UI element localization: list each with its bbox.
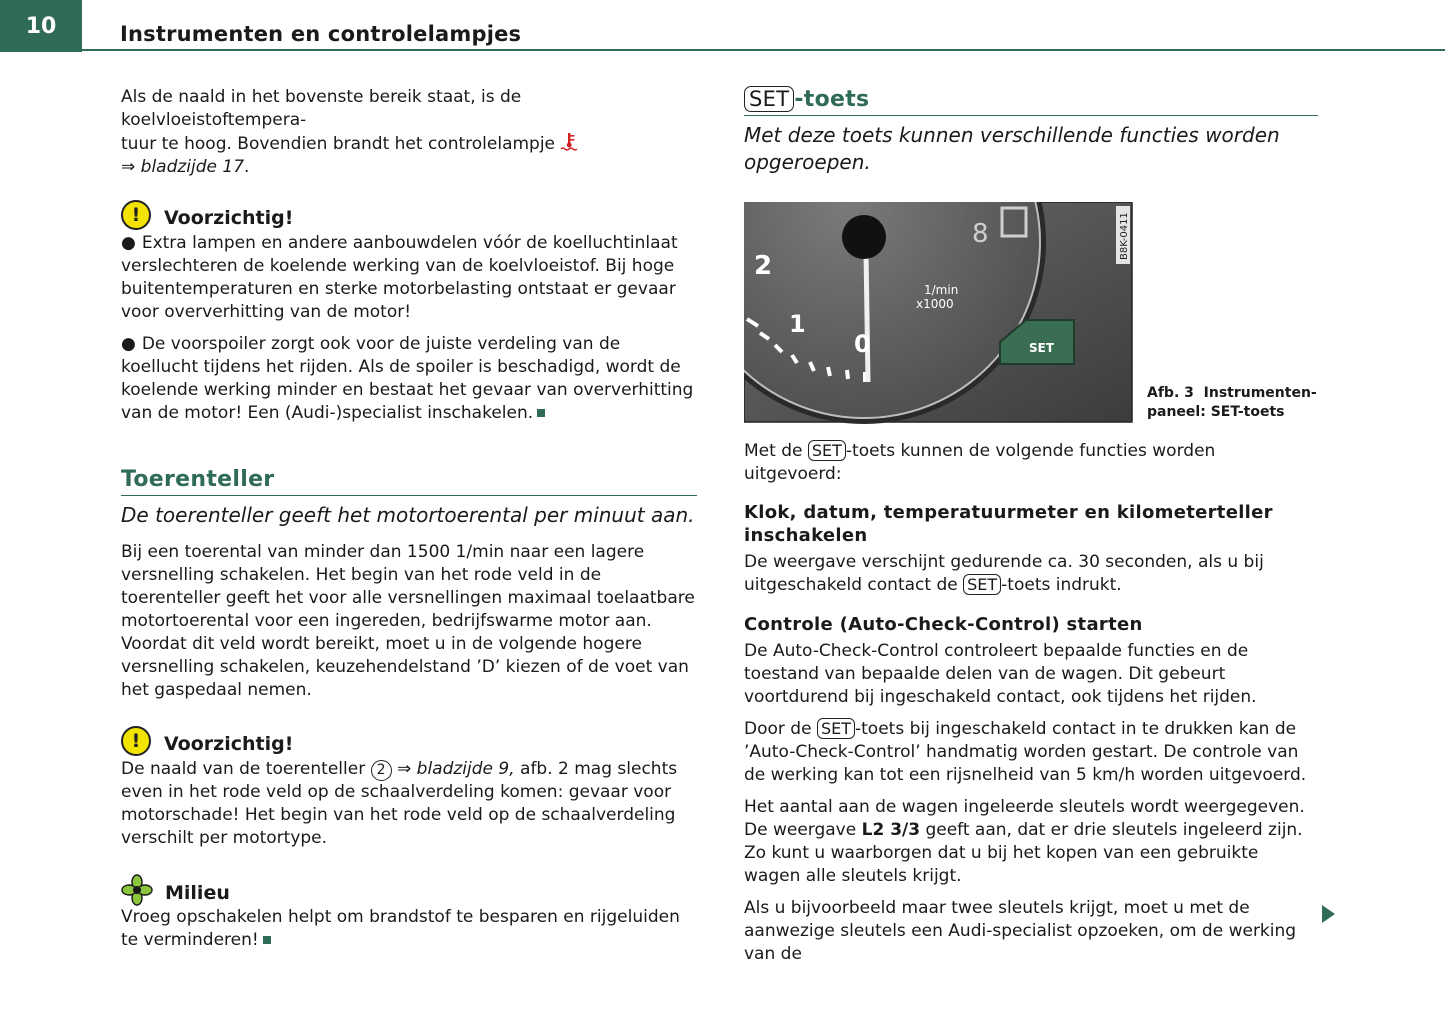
set-key-label: SET	[744, 86, 794, 112]
dial-number-8: 8	[972, 219, 989, 249]
milieu-heading	[121, 880, 697, 906]
set-intro: Met de SET -toets kunnen de volgende functies worden uitgevoerd:	[744, 441, 1216, 484]
dial-unit-rpm: 1/min	[924, 283, 959, 297]
page-number: 10	[0, 0, 82, 52]
chapter-title: Instrumenten en controlelampjes	[120, 22, 522, 46]
page-reference[interactable]: ⇒ bladzijde 17	[121, 157, 245, 177]
klok-text: De weergave verschijnt gedurende ca. 30 seconden, als u bij uitgeschakeld contact de SET -toets indrukt.	[744, 552, 1264, 595]
controle-p4: Als u bijvoorbeeld maar twee sleutels krijgt, moet u met de aanwezige sleutels een Audi-specialist opzoeken, om de werking van de	[744, 898, 1297, 964]
bullet-dot-icon: ●	[121, 334, 136, 354]
milieu-title: Milieu	[165, 882, 230, 904]
warning-exclamation-icon: !	[121, 200, 151, 230]
end-marker-icon	[537, 409, 545, 417]
coolant-intro: Als de naald in het bovenste bereik staat, is de koelvloeistoftempera- tuur te hoog. Bovendien brandt het controlelampje ⇒ bladzijde 17.	[121, 86, 697, 179]
set-key-label: SET	[808, 440, 846, 461]
header-rule	[82, 49, 1445, 51]
left-column	[121, 86, 697, 952]
section-lead: De toerenteller geeft het motortoerental per minuut aan.	[121, 503, 695, 527]
caution-heading-1	[121, 206, 697, 230]
set-key-label: SET	[963, 574, 1001, 595]
caution-title: Voorzichtig!	[164, 207, 294, 229]
set-key-label: SET	[817, 718, 855, 739]
end-marker-icon	[263, 936, 271, 944]
section-title-set-toets: SET -toets	[744, 86, 1318, 116]
subheading-klok: Klok, datum, temperatuurmeter en kilometerteller inschakelen	[744, 502, 1273, 546]
controle-p2: Door de SET -toets bij ingeschakeld contact in te drukken kan de ’Auto-Check-Control’ handmatig worden gestart. De controle van de werking kan tot een rijsnelheid van 5 km/h worden uitgevoerd.	[744, 719, 1307, 785]
subheading-controle: Controle (Auto-Check-Control) starten	[744, 614, 1143, 635]
right-column	[744, 86, 1318, 966]
section-title-toerenteller: Toerenteller	[121, 467, 697, 496]
warning-exclamation-icon: !	[121, 726, 151, 756]
dial-number-2: 2	[754, 251, 773, 281]
caution-2-text: De naald van de toerenteller 2 ⇒ bladzijde 9, afb. 2 mag slechts even in het rode veld op de schaalverdeling komen: gevaar voor motorschade! Het begin van het rode veld op de schaalverdeling verschilt per motortype.	[121, 759, 678, 848]
environment-flower-icon	[121, 874, 153, 906]
caution-title: Voorzichtig!	[164, 733, 294, 755]
callout-number: 2	[371, 760, 392, 781]
dial-number-0: 0	[854, 330, 871, 358]
controle-p1: De Auto-Check-Control controleert bepaalde functies en de toestand van bepaalde delen van de wagen. Dit gebeurt voortdurend bij ingeschakeld contact, ook tijdens het rijden.	[744, 641, 1257, 707]
figure-instrument-panel	[744, 202, 1318, 424]
caution-bullet-1: ● Extra lampen en andere aanbouwdelen vóór de koelluchtinlaat verslechteren de koelende werking van de koelvloeistof. Bij hoge buitentemperaturen en sterke motorbelasting ontstaat er gevaar voor oververhitting van de motor!	[121, 233, 678, 322]
caution-heading-2	[121, 732, 697, 756]
milieu-text: Vroeg opschakelen helpt om brandstof te besparen en rijgeluiden te verminderen!	[121, 907, 680, 950]
page-reference[interactable]: ⇒ bladzijde 9,	[397, 759, 515, 779]
section-body: Bij een toerental van minder dan 1500 1/min naar een lagere versnelling schakelen. Het begin van het rode veld in de toerenteller geeft het voor alle versnellingen maximaal toelaatbare motortoerental voor een ingereden, bedrijfswarme motor aan. Voordat dit veld wordt bereikt, moet u in de volgende hogere versnelling schakelen, keuzehendelstand ’D’ kiezen of de voet van het gaspedaal nemen.	[121, 542, 695, 700]
figure-caption: Afb. 3 Instrumenten-paneel: SET-toets	[1147, 385, 1317, 420]
set-section-lead: Met deze toets kunnen verschillende functies worden opgeroepen.	[744, 123, 1280, 174]
caution-bullet-2: ● De voorspoiler zorgt ook voor de juiste verdeling van de koellucht tijdens het rijden. Als de spoiler is beschadigd, wordt de koelende werking minder en bestaat het gevaar van oververhitting van de motor! Een (Audi-)specialist inschakelen.	[121, 334, 694, 423]
set-button-label: SET	[1029, 341, 1055, 355]
controle-p3: Het aantal aan de wagen ingeleerde sleutels wordt weergegeven. De weergave L2 3/3 geeft aan, dat er drie sleutels ingeleerd zijn. Zo kunt u waarborgen dat u bij het kopen van een gebruikte wagen alle sleutels krijgt.	[744, 797, 1305, 886]
bullet-dot-icon: ●	[121, 233, 136, 253]
dial-number-1: 1	[789, 310, 806, 338]
dial-unit-x1000: x1000	[916, 297, 954, 311]
next-page-arrow-icon[interactable]	[1322, 905, 1335, 923]
instrument-panel-image	[744, 202, 1134, 424]
coolant-temperature-icon	[560, 132, 578, 152]
figure-code: B8K-0411	[1119, 212, 1130, 260]
